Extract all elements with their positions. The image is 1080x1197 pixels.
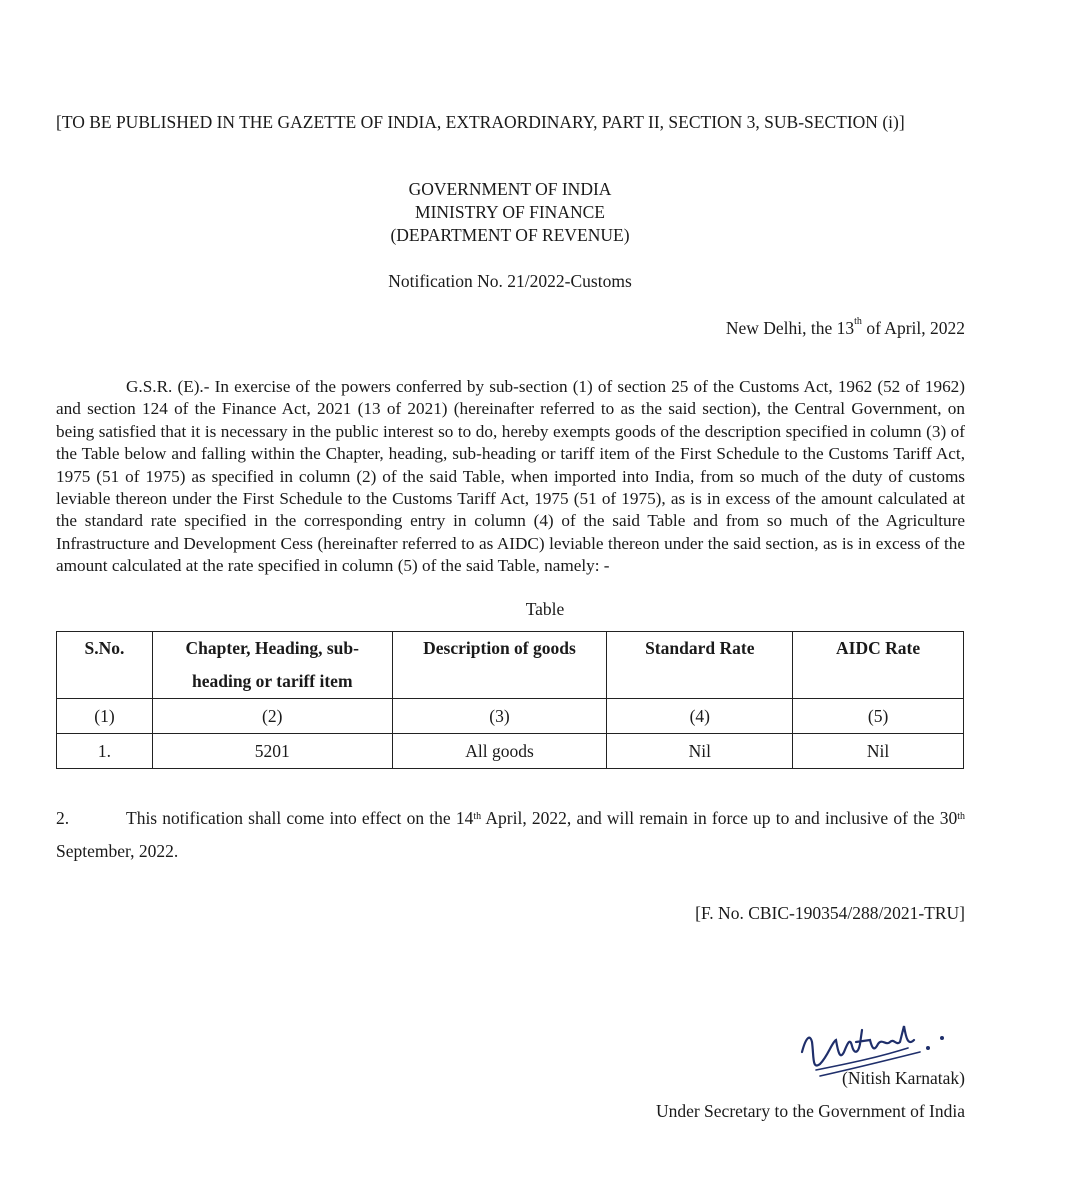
paragraph-2-text-a: This notification shall come into effect on the 14 xyxy=(126,808,474,828)
paragraph-2-text-b: April, 2022, and will remain in force up to and inclusive of the 30 xyxy=(481,808,958,828)
paragraph-2-number: 2. xyxy=(56,808,70,828)
header-chapter: Chapter, Heading, sub-heading or tariff item xyxy=(152,632,392,699)
column-number: (1) xyxy=(57,699,153,734)
cell-description: All goods xyxy=(392,734,607,769)
government-heading xyxy=(0,178,1020,247)
column-number: (5) xyxy=(793,699,964,734)
paragraph-2-sup-b: th xyxy=(957,811,965,822)
paragraph-2 xyxy=(56,802,965,868)
cell-sno: 1. xyxy=(57,734,153,769)
place-date-sup: th xyxy=(854,316,862,327)
signatory-name: (Nitish Karnatak) xyxy=(842,1068,965,1088)
place-date-suffix: of April, 2022 xyxy=(861,318,965,338)
table-row xyxy=(57,734,964,769)
header-description: Description of goods xyxy=(392,632,607,699)
column-number: (3) xyxy=(392,699,607,734)
notification-number: Notification No. 21/2022-Customs xyxy=(388,271,632,291)
signatory-designation: Under Secretary to the Government of India xyxy=(655,1101,965,1121)
header-standard-rate: Standard Rate xyxy=(607,632,793,699)
cell-aidc-rate: Nil xyxy=(793,734,964,769)
table-header-row xyxy=(57,632,964,699)
cell-chapter: 5201 xyxy=(152,734,392,769)
column-number: (4) xyxy=(607,699,793,734)
file-number: [F. No. CBIC-190354/288/2021-TRU] xyxy=(695,903,965,923)
cell-standard-rate: Nil xyxy=(607,734,793,769)
exemption-table xyxy=(56,631,964,769)
publication-note: [TO BE PUBLISHED IN THE GAZETTE OF INDIA, EXTRAORDINARY, PART II, SECTION 3, SUB-SECTION (i)] xyxy=(56,112,905,132)
government-line: GOVERNMENT OF INDIA xyxy=(408,179,612,199)
place-date-prefix: New Delhi, the 13 xyxy=(725,318,855,338)
ministry-line: MINISTRY OF FINANCE xyxy=(415,202,605,222)
body-paragraph: G.S.R. (E).- In exercise of the powers conferred by sub-section (1) of section 25 of the Customs Act, 1962 (52 of 1962) and section 124 of the Finance Act, 2021 (13 of 2021) (hereinafter referred to as the said section), the Central Government, on being satisfied that it is necessary in the public interest so to do, hereby exempts goods of the description specified in column (3) of the Table below and falling within the Chapter, heading, sub-heading or tariff item of the First Schedule to the Customs Tariff Act, 1975 (51 of 1975) as specified in column (2) of the said Table, when imported into India, from so much of the duty of customs leviable thereon under the First Schedule to the Customs Tariff Act, 1975 (51 of 1975), as is in excess of the amount calculated at the standard rate specified in the corresponding entry in column (4) of the said Table and from so much of the Agriculture Infrastructure and Development Cess (hereinafter referred to as AIDC) leviable thereon under the said section, as is in excess of the amount calculated at the rate specified in column (5) of the said Table, namely: - xyxy=(56,377,965,576)
department-line: (DEPARTMENT OF REVENUE) xyxy=(390,225,630,245)
table-caption: Table xyxy=(525,599,565,619)
paragraph-2-text-c: September, 2022. xyxy=(56,841,179,861)
paragraph-2-sup-a: th xyxy=(473,811,482,822)
place-date xyxy=(726,318,965,339)
header-aidc-rate: AIDC Rate xyxy=(793,632,964,699)
header-sno: S.No. xyxy=(57,632,153,699)
column-number: (2) xyxy=(152,699,392,734)
table-column-number-row xyxy=(57,699,964,734)
